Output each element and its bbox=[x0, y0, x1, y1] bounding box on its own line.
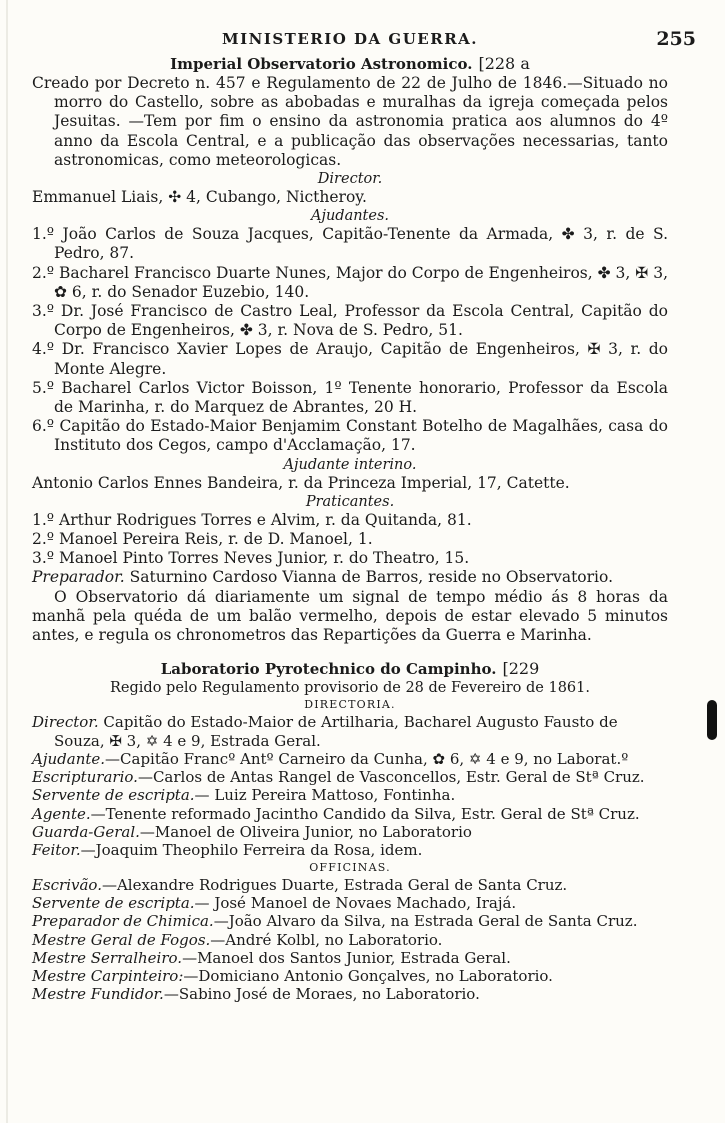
praticante-item: 2.º Manoel Pereira Reis, r. de D. Manoel, 1. bbox=[32, 530, 373, 549]
praticante-item: 3.º Manoel Pinto Torres Neves Junior, r. do Theatro, 15. bbox=[32, 549, 470, 568]
running-head bbox=[32, 28, 696, 54]
role-label: Mestre Serralheiro. bbox=[32, 948, 183, 967]
page-number: 255 bbox=[656, 28, 696, 50]
running-head-title: MINISTERIO DA GUERRA. bbox=[221, 30, 479, 48]
directoria-item bbox=[32, 841, 668, 859]
directoria-item bbox=[32, 823, 668, 841]
role-label: Ajudante. bbox=[32, 749, 106, 768]
officina-item bbox=[32, 985, 668, 1003]
role-text: —Manoel de Oliveira Junior, no Laboratorio bbox=[139, 823, 472, 842]
officina-item bbox=[32, 894, 668, 912]
officina-item bbox=[32, 967, 668, 985]
role-text: —Carlos de Antas Rangel de Vasconcellos, Estr. Geral de Stª Cruz. bbox=[137, 768, 645, 787]
role-label: Servente de escripta. bbox=[32, 893, 195, 912]
preparador-text: Saturnino Cardoso Vianna de Barros, reside no Observatorio. bbox=[129, 568, 613, 587]
role-label: Escrivão. bbox=[32, 875, 102, 894]
role-label: Agente. bbox=[32, 804, 91, 823]
role-label: Mestre Fundidor. bbox=[32, 985, 164, 1004]
observatorio-heading bbox=[32, 54, 668, 74]
observatorio-director-heading: Director. bbox=[317, 171, 383, 188]
observatorio-preparador bbox=[32, 568, 668, 587]
observatorio-intro: Creado por Decreto n. 457 e Regulamento de 22 de Julho de 1846.—Situado no morro do Castello, sobre as abobadas e muralhas da igreja começada pelos Jesuitas. —Tem por fim o ensino da astronomia pratica aos alumnos do 4º anno da Escola Central, e a publicação das observações necessarias, tanto astronomicas, como meteorologicas. bbox=[32, 74, 668, 169]
role-label: Escripturario. bbox=[32, 768, 138, 787]
role-text: —João Alvaro da Silva, na Estrada Geral de Santa Cruz. bbox=[213, 912, 638, 931]
page-spine-shadow bbox=[6, 0, 8, 1123]
directoria-item bbox=[32, 750, 668, 768]
ajudante-item: 5.º Bacharel Carlos Victor Boisson, 1º Tenente honorario, Professor da Escola de Marinha, r. do Marquez de Abrantes, 20 H. bbox=[32, 378, 668, 417]
role-text: Capitão do Estado-Maior de Artilharia, Bacharel Augusto Fausto de Souza, ✠ 3, ✡ 4 e 9, Estrada Geral. bbox=[54, 713, 618, 750]
laboratorio-subtitle: Regido pelo Regulamento provisorio de 28 de Fevereiro de 1861. bbox=[110, 680, 590, 697]
section-gap bbox=[32, 645, 668, 659]
document-page bbox=[32, 28, 696, 1004]
praticante-item: 1.º Arthur Rodrigues Torres e Alvim, r. da Quitanda, 81. bbox=[32, 510, 472, 529]
role-text: —Alexandre Rodrigues Duarte, Estrada Geral de Santa Cruz. bbox=[101, 875, 568, 894]
role-label: Mestre Geral de Fogos. bbox=[32, 930, 211, 949]
observatorio-praticantes-heading: Praticantes. bbox=[305, 493, 395, 510]
officina-item bbox=[32, 931, 668, 949]
ajudante-item: 4.º Dr. Francisco Xavier Lopes de Araujo, Capitão de Engenheiros, ✠ 3, r. do Monte Alegre. bbox=[32, 340, 668, 378]
ajudante-item: 3.º Dr. José Francisco de Castro Leal, Professor da Escola Central, Capitão do Corpo de Engenheiros, ✤ 3, r. Nova de S. Pedro, 51. bbox=[32, 302, 668, 340]
role-text: — José Manoel de Novaes Machado, Irajá. bbox=[194, 893, 517, 912]
observatorio-ajudantes-heading: Ajudantes. bbox=[310, 208, 390, 225]
directoria-heading: DIRECTORIA. bbox=[304, 698, 396, 712]
role-text: —Joaquim Theophilo Ferreira da Rosa, idem. bbox=[80, 841, 423, 860]
officinas-heading: OFFICINAS. bbox=[309, 860, 391, 874]
role-text: —Domiciano Antonio Gonçalves, no Laboratorio. bbox=[183, 967, 553, 986]
officina-item bbox=[32, 876, 668, 894]
directoria-item bbox=[32, 805, 668, 823]
observatorio-interino-heading: Ajudante interino. bbox=[283, 456, 417, 473]
officina-item bbox=[32, 912, 668, 930]
observatorio-note: O Observatorio dá diariamente um signal de tempo médio ás 8 horas da manhã pela quéda de um balão vermelho, depois de estar elevado 5 minutos antes, e regula os chronometros das Repartições da Guerra e Marinha. bbox=[32, 587, 668, 645]
role-label: Preparador de Chimica. bbox=[32, 912, 214, 931]
role-label: Feitor. bbox=[32, 841, 81, 860]
observatorio-title: Imperial Observatorio Astronomico. bbox=[170, 55, 473, 73]
directoria-item bbox=[32, 768, 668, 786]
role-text: —Capitão Francº Antº Carneiro da Cunha, ✿ 6, ✡ 4 e 9, no Laborat.º bbox=[105, 749, 629, 768]
ajudante-item: 2.º Bacharel Francisco Duarte Nunes, Major do Corpo de Engenheiros, ✤ 3, ✠ 3, ✿ 6, r. do Senador Euzebio, 140. bbox=[32, 263, 668, 301]
ink-blot bbox=[707, 700, 717, 740]
directoria-item bbox=[32, 713, 668, 750]
ajudante-item: 6.º Capitão do Estado-Maior Benjamim Constant Botelho de Magalhães, casa do Instituto dos Cegos, campo d'Acclamação, 17. bbox=[32, 417, 668, 455]
role-label: Director. bbox=[32, 713, 99, 732]
role-text: —Sabino José de Moraes, no Laboratorio. bbox=[163, 985, 480, 1004]
observatorio-interino: Antonio Carlos Ennes Bandeira, r. da Princeza Imperial, 17, Catette. bbox=[32, 473, 570, 492]
laboratorio-heading bbox=[32, 659, 668, 679]
role-label: Guarda-Geral. bbox=[32, 823, 140, 842]
ajudante-item: 1.º João Carlos de Souza Jacques, Capitão-Tenente da Armada, ✤ 3, r. de S. Pedro, 87. bbox=[32, 225, 668, 263]
directoria-item bbox=[32, 786, 668, 804]
observatorio-ref: [228 a bbox=[478, 54, 530, 73]
role-text: —Tenente reformado Jacintho Candido da Silva, Estr. Geral de Stª Cruz. bbox=[90, 804, 640, 823]
role-label: Mestre Carpinteiro: bbox=[32, 967, 184, 986]
role-text: — Luiz Pereira Mattoso, Fontinha. bbox=[194, 786, 456, 805]
role-text: —Manoel dos Santos Junior, Estrada Geral. bbox=[182, 948, 511, 967]
officina-item bbox=[32, 949, 668, 967]
preparador-label: Preparador. bbox=[32, 568, 125, 587]
observatorio-director: Emmanuel Liais, ✣ 4, Cubango, Nictheroy. bbox=[32, 188, 367, 207]
laboratorio-title: Laboratorio Pyrotechnico do Campinho. bbox=[160, 660, 497, 679]
role-text: —André Kolbl, no Laboratorio. bbox=[210, 930, 443, 949]
role-label: Servente de escripta. bbox=[32, 786, 195, 805]
laboratorio-ref: [229 bbox=[502, 659, 540, 679]
